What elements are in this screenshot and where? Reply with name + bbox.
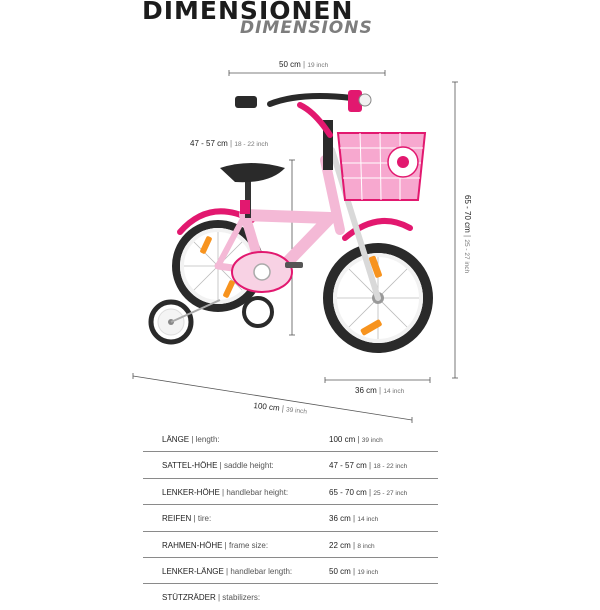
table-row: RAHMEN-HÖHE | frame size: 22 cm | 8 inch xyxy=(143,532,438,558)
spec-value: 36 cm xyxy=(329,514,351,524)
table-row: LÄNGE | length: 100 cm | 39 inch xyxy=(143,426,438,452)
spec-label-en: | tire: xyxy=(191,514,212,524)
page-subtitle: DIMENSIONS xyxy=(240,18,373,38)
spec-value-imperial: 18 - 22 inch xyxy=(373,463,408,471)
spec-label-en: | length: xyxy=(189,435,220,444)
front-basket-icon xyxy=(338,133,425,200)
spec-value-imperial: 14 inch xyxy=(357,516,379,524)
page-title: DIMENSIONEN xyxy=(142,0,354,25)
spec-label: LENKER-HÖHE xyxy=(162,487,220,497)
bell-icon xyxy=(359,94,371,106)
table-row xyxy=(143,584,438,609)
spec-value-imperial: 19 inch xyxy=(357,568,379,576)
spec-table xyxy=(143,426,438,610)
table-row: LENKER-LÄNGE | handlebar length: 50 cm | 19 inch xyxy=(143,558,438,584)
dim-length: 100 cm | 39 inch xyxy=(253,401,308,416)
spec-label-en: | stabilizers: xyxy=(215,593,261,603)
saddle xyxy=(220,163,285,182)
spec-label-en: | handlebar height: xyxy=(219,487,289,497)
table-row: SATTEL-HÖHE | saddle height: 47 - 57 cm | 18 - 22 inch xyxy=(143,452,438,478)
spec-label: SATTEL-HÖHE xyxy=(162,461,218,471)
spec-value: 100 cm xyxy=(329,435,356,444)
spec-value: 50 cm xyxy=(329,566,351,576)
spec-label: REIFEN xyxy=(162,514,192,524)
dim-overall-height: 65 - 70 cm | 25 - 27 inch xyxy=(463,195,472,274)
spec-label-en: | handlebar length: xyxy=(223,566,293,576)
spec-label: LÄNGE xyxy=(162,435,190,444)
spec-value: 47 - 57 cm xyxy=(329,461,367,471)
dim-wheel: 36 cm | 14 inch xyxy=(355,386,405,395)
spec-value: 65 - 70 cm xyxy=(329,487,367,497)
dim-top-width: 50 cm | 19 inch xyxy=(279,60,329,69)
spec-value-imperial: 8 inch xyxy=(357,542,375,550)
pedal xyxy=(285,262,303,268)
spec-label: STÜTZRÄDER xyxy=(162,593,216,603)
spec-value: 22 cm xyxy=(329,540,351,550)
spec-label-en: | saddle height: xyxy=(217,461,274,471)
table-row: LENKER-HÖHE | handlebar height: 65 - 70 cm | 25 - 27 inch xyxy=(143,479,438,505)
spec-label-en: | frame size: xyxy=(222,540,269,550)
left-grip xyxy=(235,96,257,108)
dim-saddle-height: 47 - 57 cm | 18 - 22 inch xyxy=(190,139,269,148)
spec-value-imperial: 39 inch xyxy=(361,437,383,444)
handlebar xyxy=(270,96,352,104)
table-row: REIFEN | tire: 36 cm | 14 inch xyxy=(143,505,438,531)
spec-value-imperial: 25 - 27 inch xyxy=(373,489,408,497)
spec-label: RAHMEN-HÖHE xyxy=(162,540,223,550)
spec-label: LENKER-LÄNGE xyxy=(162,566,224,576)
training-wheel xyxy=(151,298,272,342)
